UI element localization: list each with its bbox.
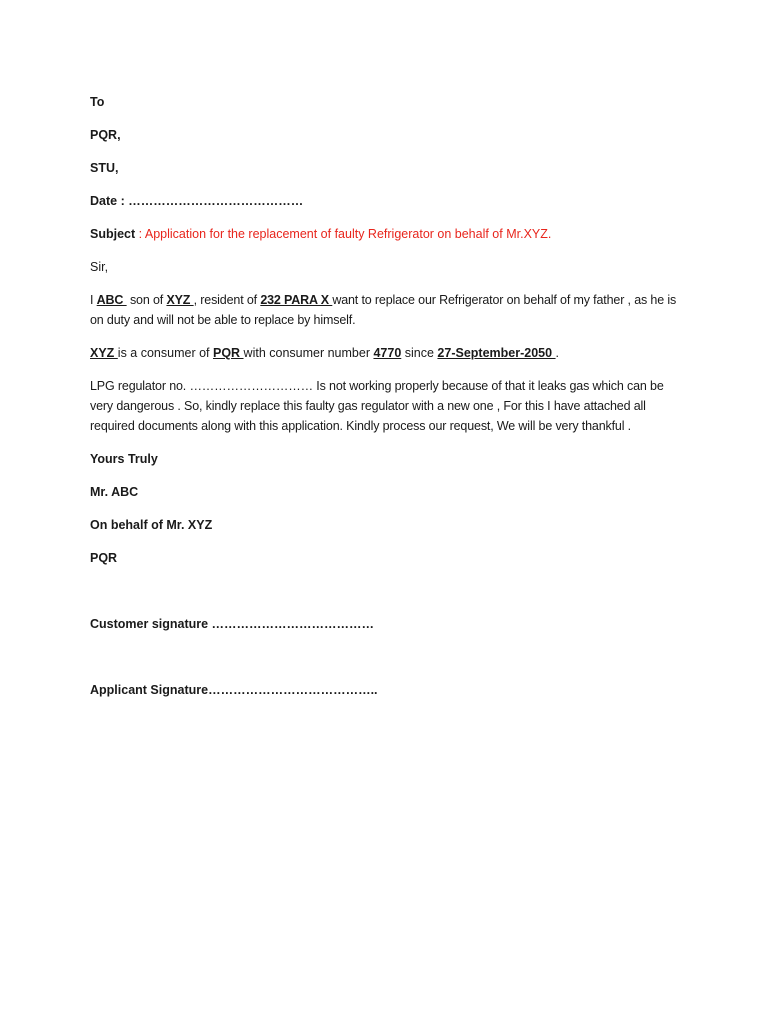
date-line: Date : ……………………………………	[90, 194, 304, 208]
subject-text: Application for the replacement of faulty Refrigerator on behalf of Mr.XYZ.	[144, 227, 552, 241]
customer-signature-line: Customer signature …………………………………	[90, 617, 375, 631]
father-name: XYZ	[166, 293, 194, 307]
recipient-line-1: PQR,	[90, 128, 121, 142]
sender-name: Mr. ABC	[90, 485, 139, 499]
paragraph-request	[90, 290, 686, 330]
para2-text-2: with consumer number	[243, 346, 374, 360]
para1-text-3: , resident of	[193, 293, 261, 307]
resident-address: 232 PARA X	[260, 293, 333, 307]
subject-separator: :	[135, 227, 145, 241]
subject-line	[90, 224, 551, 244]
para1-text-4: want to replace our Refrigerator on behalf of my father , as he is on duty and will not be able to replace by himself.	[90, 293, 680, 327]
subject-label: Subject	[90, 227, 136, 241]
recipient-line-2: STU,	[90, 161, 119, 175]
paragraph-consumer	[90, 343, 559, 363]
paragraph-regulator: LPG regulator no. ………………………… Is not working properly because of that it leaks gas which can be very dangerous . So, kindly replace this faulty gas regulator with a new one , For this I have attached all required documents along with this application. Kindly process our request, We will be very thankful .	[90, 379, 664, 433]
sender-company: PQR	[90, 551, 118, 565]
consumer-since-date: 27-September-2050	[437, 346, 556, 360]
closing: Yours Truly	[90, 452, 158, 466]
para2-text-4: .	[555, 346, 560, 360]
para2-text-3: since	[401, 346, 438, 360]
applicant-name: ABC	[96, 293, 127, 307]
company-name: PQR	[212, 346, 244, 360]
para1-text-2: son of	[126, 293, 167, 307]
to-label: To	[90, 95, 105, 109]
para2-text-1: is a consumer of	[117, 346, 213, 360]
on-behalf-line: On behalf of Mr. XYZ	[90, 518, 213, 532]
consumer-number: 4770	[373, 346, 402, 360]
consumer-name: XYZ	[90, 346, 118, 360]
applicant-signature-line: Applicant Signature…………………………………..	[90, 683, 378, 697]
para1-text-1: I	[90, 293, 97, 307]
salutation: Sir,	[90, 260, 109, 274]
